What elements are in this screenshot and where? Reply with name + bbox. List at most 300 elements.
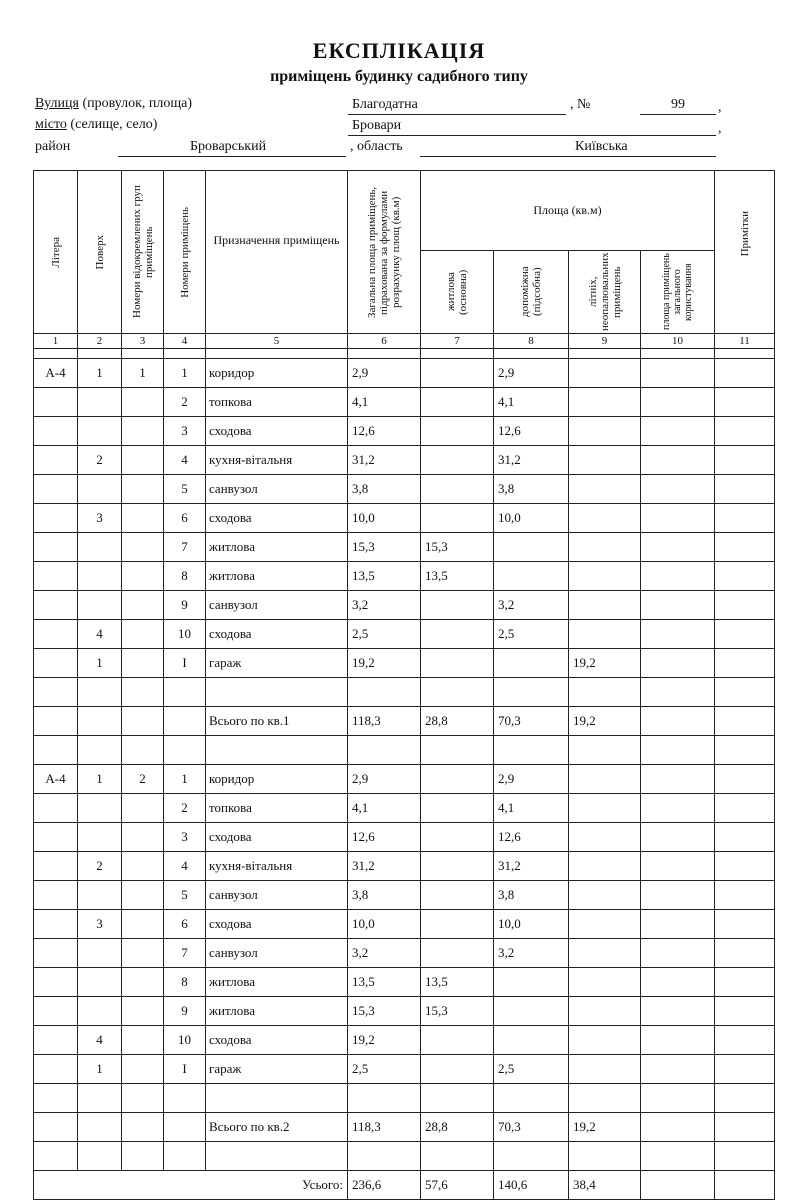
document-title: ЕКСПЛІКАЦІЯ — [312, 38, 486, 63]
cell-room-no — [164, 1142, 206, 1171]
cell-living — [421, 881, 494, 910]
cell-living — [421, 504, 494, 533]
cell-common — [641, 620, 715, 649]
table-row — [34, 736, 775, 765]
table-row — [34, 1113, 775, 1142]
cell-litera — [34, 417, 78, 446]
cell-summer — [569, 736, 641, 765]
cell-room-no — [164, 707, 206, 736]
cell-litera — [34, 446, 78, 475]
cell-notes — [715, 1084, 775, 1113]
cell-notes — [715, 1026, 775, 1055]
cell-common — [641, 533, 715, 562]
cell-summer — [569, 1142, 641, 1171]
cell-aux — [494, 533, 569, 562]
cell-living — [421, 910, 494, 939]
cell-living: 13,5 — [421, 968, 494, 997]
cell-summer — [569, 504, 641, 533]
cell-living — [421, 1142, 494, 1171]
cell-poverkh — [78, 794, 122, 823]
cell-poverkh — [78, 591, 122, 620]
cell-notes — [715, 475, 775, 504]
cell-purpose: коридор — [206, 765, 348, 794]
cell-group — [122, 707, 164, 736]
cell-summer — [569, 939, 641, 968]
header-groups: Номери відокремлених груп приміщень — [122, 171, 164, 334]
cell-litera: А-4 — [34, 359, 78, 388]
cell-group — [122, 736, 164, 765]
cell-group — [122, 997, 164, 1026]
cell-purpose: кухня-вітальня — [206, 852, 348, 881]
cell-summer: 19,2 — [569, 707, 641, 736]
cell-litera — [34, 736, 78, 765]
cell-summer — [569, 620, 641, 649]
cell-poverkh: 2 — [78, 446, 122, 475]
street-label: Вулиця — [35, 96, 79, 111]
cell-summer — [569, 881, 641, 910]
column-number-cell: 7 — [421, 334, 494, 349]
cell-litera — [34, 1113, 78, 1142]
cell-group — [122, 794, 164, 823]
cell-purpose: сходова — [206, 823, 348, 852]
cell-litera — [34, 997, 78, 1026]
cell-poverkh: 1 — [78, 1055, 122, 1084]
cell-total-area: 12,6 — [348, 823, 421, 852]
cell-litera — [34, 504, 78, 533]
cell-living — [421, 1084, 494, 1113]
cell-total-area: 3,8 — [348, 881, 421, 910]
cell-aux: 12,6 — [494, 823, 569, 852]
cell-poverkh: 1 — [78, 359, 122, 388]
cell-room-no: 6 — [164, 504, 206, 533]
cell-living — [421, 678, 494, 707]
cell-group — [122, 649, 164, 678]
cell-poverkh — [78, 1113, 122, 1142]
cell-room-no — [164, 1113, 206, 1142]
district-value: Броварський — [190, 139, 267, 154]
cell-living — [421, 1026, 494, 1055]
cell-notes — [715, 852, 775, 881]
cell-common — [641, 910, 715, 939]
cell-total-area: 2,9 — [348, 359, 421, 388]
cell-purpose: кухня-вітальня — [206, 446, 348, 475]
header-notes: Примітки — [715, 171, 775, 334]
cell-group — [122, 881, 164, 910]
cell-purpose — [206, 1142, 348, 1171]
cell-room-no: 8 — [164, 968, 206, 997]
cell-group — [122, 475, 164, 504]
cell-total-area: 12,6 — [348, 417, 421, 446]
cell-aux: 31,2 — [494, 852, 569, 881]
comma-2: , — [718, 121, 722, 136]
cell-total-area — [348, 1084, 421, 1113]
table-row — [34, 707, 775, 736]
grand-total-row — [34, 1171, 775, 1200]
cell-common — [641, 649, 715, 678]
column-number-cell: 4 — [164, 334, 206, 349]
cell-purpose — [206, 1084, 348, 1113]
header-purpose: Призначення приміщень — [206, 171, 348, 334]
cell-litera — [34, 533, 78, 562]
cell-aux — [494, 736, 569, 765]
cell-litera — [34, 939, 78, 968]
cell-litera — [34, 823, 78, 852]
cell-common — [641, 707, 715, 736]
cell-group — [122, 678, 164, 707]
number-underline — [640, 114, 716, 115]
cell-room-no: 10 — [164, 1026, 206, 1055]
cell-summer — [569, 1026, 641, 1055]
cell-litera — [34, 678, 78, 707]
cell-notes — [715, 910, 775, 939]
cell-common — [641, 475, 715, 504]
cell-group — [122, 388, 164, 417]
table-row — [34, 446, 775, 475]
cell-poverkh — [78, 968, 122, 997]
cell-litera — [34, 968, 78, 997]
table-row — [34, 678, 775, 707]
grand-total-aux: 140,6 — [494, 1171, 569, 1200]
cell-group — [122, 910, 164, 939]
table-row — [34, 1142, 775, 1171]
table-row — [34, 1055, 775, 1084]
table-row — [34, 359, 775, 388]
cell-room-no: 4 — [164, 446, 206, 475]
cell-purpose: гараж — [206, 1055, 348, 1084]
cell-purpose: сходова — [206, 910, 348, 939]
column-number-cell: 6 — [348, 334, 421, 349]
cell-notes — [715, 649, 775, 678]
cell-living — [421, 649, 494, 678]
cell-aux: 4,1 — [494, 388, 569, 417]
cell-common — [641, 939, 715, 968]
header-living: житлова (основна) — [421, 251, 494, 334]
cell-purpose: сходова — [206, 504, 348, 533]
cell-purpose: коридор — [206, 359, 348, 388]
cell-common — [641, 736, 715, 765]
cell-aux — [494, 1142, 569, 1171]
cell-total-area — [348, 1142, 421, 1171]
cell-poverkh: 3 — [78, 504, 122, 533]
table-row — [34, 1084, 775, 1113]
header-summer: літніх, неопалювальних приміщень — [569, 251, 641, 334]
header-room-no: Номери приміщень — [164, 171, 206, 334]
cell-aux — [494, 678, 569, 707]
district-label: район — [35, 139, 71, 154]
cell-total-area: 13,5 — [348, 968, 421, 997]
cell-living: 13,5 — [421, 562, 494, 591]
table-row — [34, 591, 775, 620]
cell-room-no: 7 — [164, 533, 206, 562]
cell-aux: 3,2 — [494, 591, 569, 620]
table-row — [34, 765, 775, 794]
grand-total-summer: 38,4 — [569, 1171, 641, 1200]
cell-group — [122, 504, 164, 533]
cell-aux: 31,2 — [494, 446, 569, 475]
cell-total-area: 10,0 — [348, 504, 421, 533]
cell-purpose: житлова — [206, 968, 348, 997]
column-number-cell: 1 — [34, 334, 78, 349]
header-aux: допоміжна (підсобна) — [494, 251, 569, 334]
city-value: Бровари — [352, 118, 402, 133]
cell-summer — [569, 794, 641, 823]
table-row — [34, 649, 775, 678]
cell-aux: 12,6 — [494, 417, 569, 446]
cell-poverkh — [78, 1142, 122, 1171]
cell-poverkh — [78, 417, 122, 446]
street-underline — [348, 114, 566, 115]
cell-purpose: санвузол — [206, 475, 348, 504]
cell-living — [421, 417, 494, 446]
cell-aux: 4,1 — [494, 794, 569, 823]
cell-living — [421, 475, 494, 504]
cell-purpose: топкова — [206, 388, 348, 417]
cell-poverkh — [78, 533, 122, 562]
cell-summer — [569, 591, 641, 620]
cell-summer — [569, 562, 641, 591]
cell-notes — [715, 359, 775, 388]
cell-total-area: 118,3 — [348, 1113, 421, 1142]
cell-litera — [34, 794, 78, 823]
cell-summer — [569, 417, 641, 446]
cell-living — [421, 852, 494, 881]
cell-summer — [569, 475, 641, 504]
cell-room-no: 1 — [164, 359, 206, 388]
cell-purpose — [206, 736, 348, 765]
cell-group — [122, 1055, 164, 1084]
cell-litera — [34, 388, 78, 417]
cell-poverkh — [78, 823, 122, 852]
cell-total-area: 118,3 — [348, 707, 421, 736]
table-row — [34, 939, 775, 968]
cell-room-no: 5 — [164, 881, 206, 910]
cell-poverkh — [78, 881, 122, 910]
cell-room-no: 5 — [164, 475, 206, 504]
cell-total-area: 3,2 — [348, 591, 421, 620]
cell-room-no: 3 — [164, 417, 206, 446]
region-label: , область — [350, 139, 403, 154]
cell-group — [122, 1026, 164, 1055]
cell-total-area: 4,1 — [348, 794, 421, 823]
cell-total-area: 2,9 — [348, 765, 421, 794]
column-number-cell: 5 — [206, 334, 348, 349]
table-row — [34, 1026, 775, 1055]
cell-living — [421, 359, 494, 388]
cell-summer — [569, 533, 641, 562]
cell-litera — [34, 1084, 78, 1113]
cell-purpose: сходова — [206, 417, 348, 446]
cell-notes — [715, 881, 775, 910]
column-number-cell: 3 — [122, 334, 164, 349]
region-value: Київська — [575, 139, 628, 154]
table-row — [34, 475, 775, 504]
cell-common — [641, 504, 715, 533]
cell-notes — [715, 1142, 775, 1171]
cell-purpose: санвузол — [206, 591, 348, 620]
cell-room-no: 10 — [164, 620, 206, 649]
table-row — [34, 910, 775, 939]
comma-1: , — [718, 100, 722, 115]
table-row — [34, 388, 775, 417]
table-row — [34, 997, 775, 1026]
cell-room-no: 4 — [164, 852, 206, 881]
cell-common — [641, 1084, 715, 1113]
cell-aux: 10,0 — [494, 910, 569, 939]
table-row — [34, 504, 775, 533]
header-area-group: Площа (кв.м) — [421, 171, 715, 251]
cell-living: 15,3 — [421, 997, 494, 1026]
cell-litera — [34, 910, 78, 939]
cell-summer — [569, 388, 641, 417]
cell-summer — [569, 1084, 641, 1113]
cell-notes — [715, 591, 775, 620]
cell-common — [641, 417, 715, 446]
cell-purpose: санвузол — [206, 881, 348, 910]
cell-purpose: житлова — [206, 533, 348, 562]
cell-total-area: 3,2 — [348, 939, 421, 968]
cell-litera — [34, 475, 78, 504]
cell-purpose: Всього по кв.1 — [206, 707, 348, 736]
cell-poverkh — [78, 562, 122, 591]
cell-aux — [494, 1084, 569, 1113]
cell-total-area: 31,2 — [348, 446, 421, 475]
cell-poverkh — [78, 707, 122, 736]
cell-common — [641, 765, 715, 794]
cell-poverkh: 4 — [78, 620, 122, 649]
cell-room-no: 3 — [164, 823, 206, 852]
cell-common — [641, 1055, 715, 1084]
cell-common — [641, 1142, 715, 1171]
cell-room-no: 9 — [164, 997, 206, 1026]
cell-total-area: 19,2 — [348, 649, 421, 678]
cell-total-area: 31,2 — [348, 852, 421, 881]
grand-total-living: 57,6 — [421, 1171, 494, 1200]
cell-group — [122, 591, 164, 620]
cell-total-area: 2,5 — [348, 1055, 421, 1084]
cell-purpose: житлова — [206, 562, 348, 591]
cell-group: 2 — [122, 765, 164, 794]
cell-purpose: Всього по кв.2 — [206, 1113, 348, 1142]
cell-notes — [715, 388, 775, 417]
table-row — [34, 968, 775, 997]
cell-aux: 3,2 — [494, 939, 569, 968]
cell-group — [122, 562, 164, 591]
cell-notes — [715, 417, 775, 446]
column-number-cell: 10 — [641, 334, 715, 349]
cell-total-area: 15,3 — [348, 533, 421, 562]
column-number-cell: 9 — [569, 334, 641, 349]
cell-room-no: І — [164, 1055, 206, 1084]
cell-notes — [715, 997, 775, 1026]
cell-total-area: 13,5 — [348, 562, 421, 591]
cell-litera — [34, 881, 78, 910]
cell-summer: 19,2 — [569, 1113, 641, 1142]
cell-common — [641, 591, 715, 620]
cell-group — [122, 1084, 164, 1113]
cell-room-no: 2 — [164, 388, 206, 417]
column-number-cell: 2 — [78, 334, 122, 349]
cell-room-no: 9 — [164, 591, 206, 620]
cell-living — [421, 1055, 494, 1084]
cell-room-no — [164, 678, 206, 707]
cell-living — [421, 823, 494, 852]
column-number-row — [34, 334, 775, 349]
cell-litera — [34, 562, 78, 591]
table-row — [34, 852, 775, 881]
cell-common — [641, 562, 715, 591]
cell-summer — [569, 446, 641, 475]
cell-group — [122, 446, 164, 475]
cell-room-no: 1 — [164, 765, 206, 794]
cell-common — [641, 1026, 715, 1055]
cell-litera — [34, 1142, 78, 1171]
table-row — [34, 794, 775, 823]
cell-notes — [715, 504, 775, 533]
cell-living: 28,8 — [421, 707, 494, 736]
cell-group — [122, 823, 164, 852]
table-row — [34, 562, 775, 591]
cell-aux: 2,9 — [494, 359, 569, 388]
grand-total-area: 236,6 — [348, 1171, 421, 1200]
cell-notes — [715, 707, 775, 736]
cell-group — [122, 533, 164, 562]
cell-summer — [569, 678, 641, 707]
document-subtitle: приміщень будинку садибного типу — [270, 68, 528, 85]
cell-purpose — [206, 678, 348, 707]
cell-notes — [715, 533, 775, 562]
number-label: , № — [570, 97, 591, 112]
table-row — [34, 823, 775, 852]
cell-notes — [715, 765, 775, 794]
cell-purpose: житлова — [206, 997, 348, 1026]
cell-common — [641, 997, 715, 1026]
cell-living — [421, 388, 494, 417]
cell-common — [641, 823, 715, 852]
cell-summer — [569, 359, 641, 388]
cell-litera — [34, 1026, 78, 1055]
cell-total-area — [348, 736, 421, 765]
explication-table — [33, 170, 775, 1200]
cell-poverkh: 2 — [78, 852, 122, 881]
cell-poverkh — [78, 388, 122, 417]
table-row — [34, 881, 775, 910]
cell-notes — [715, 678, 775, 707]
cell-litera — [34, 620, 78, 649]
header-common: площа приміщень загального користування — [641, 251, 715, 334]
cell-poverkh — [78, 736, 122, 765]
column-number-cell: 8 — [494, 334, 569, 349]
cell-poverkh — [78, 997, 122, 1026]
cell-litera: А-4 — [34, 765, 78, 794]
grand-total-notes — [715, 1171, 775, 1200]
cell-poverkh: 4 — [78, 1026, 122, 1055]
cell-total-area — [348, 678, 421, 707]
cell-total-area: 4,1 — [348, 388, 421, 417]
cell-poverkh — [78, 475, 122, 504]
number-value: 99 — [671, 97, 685, 112]
cell-notes — [715, 823, 775, 852]
cell-aux — [494, 968, 569, 997]
cell-living — [421, 591, 494, 620]
cell-poverkh — [78, 939, 122, 968]
cell-summer — [569, 968, 641, 997]
cell-aux: 3,8 — [494, 475, 569, 504]
cell-group — [122, 1113, 164, 1142]
cell-common — [641, 968, 715, 997]
cell-total-area: 2,5 — [348, 620, 421, 649]
cell-purpose: сходова — [206, 1026, 348, 1055]
cell-living: 15,3 — [421, 533, 494, 562]
